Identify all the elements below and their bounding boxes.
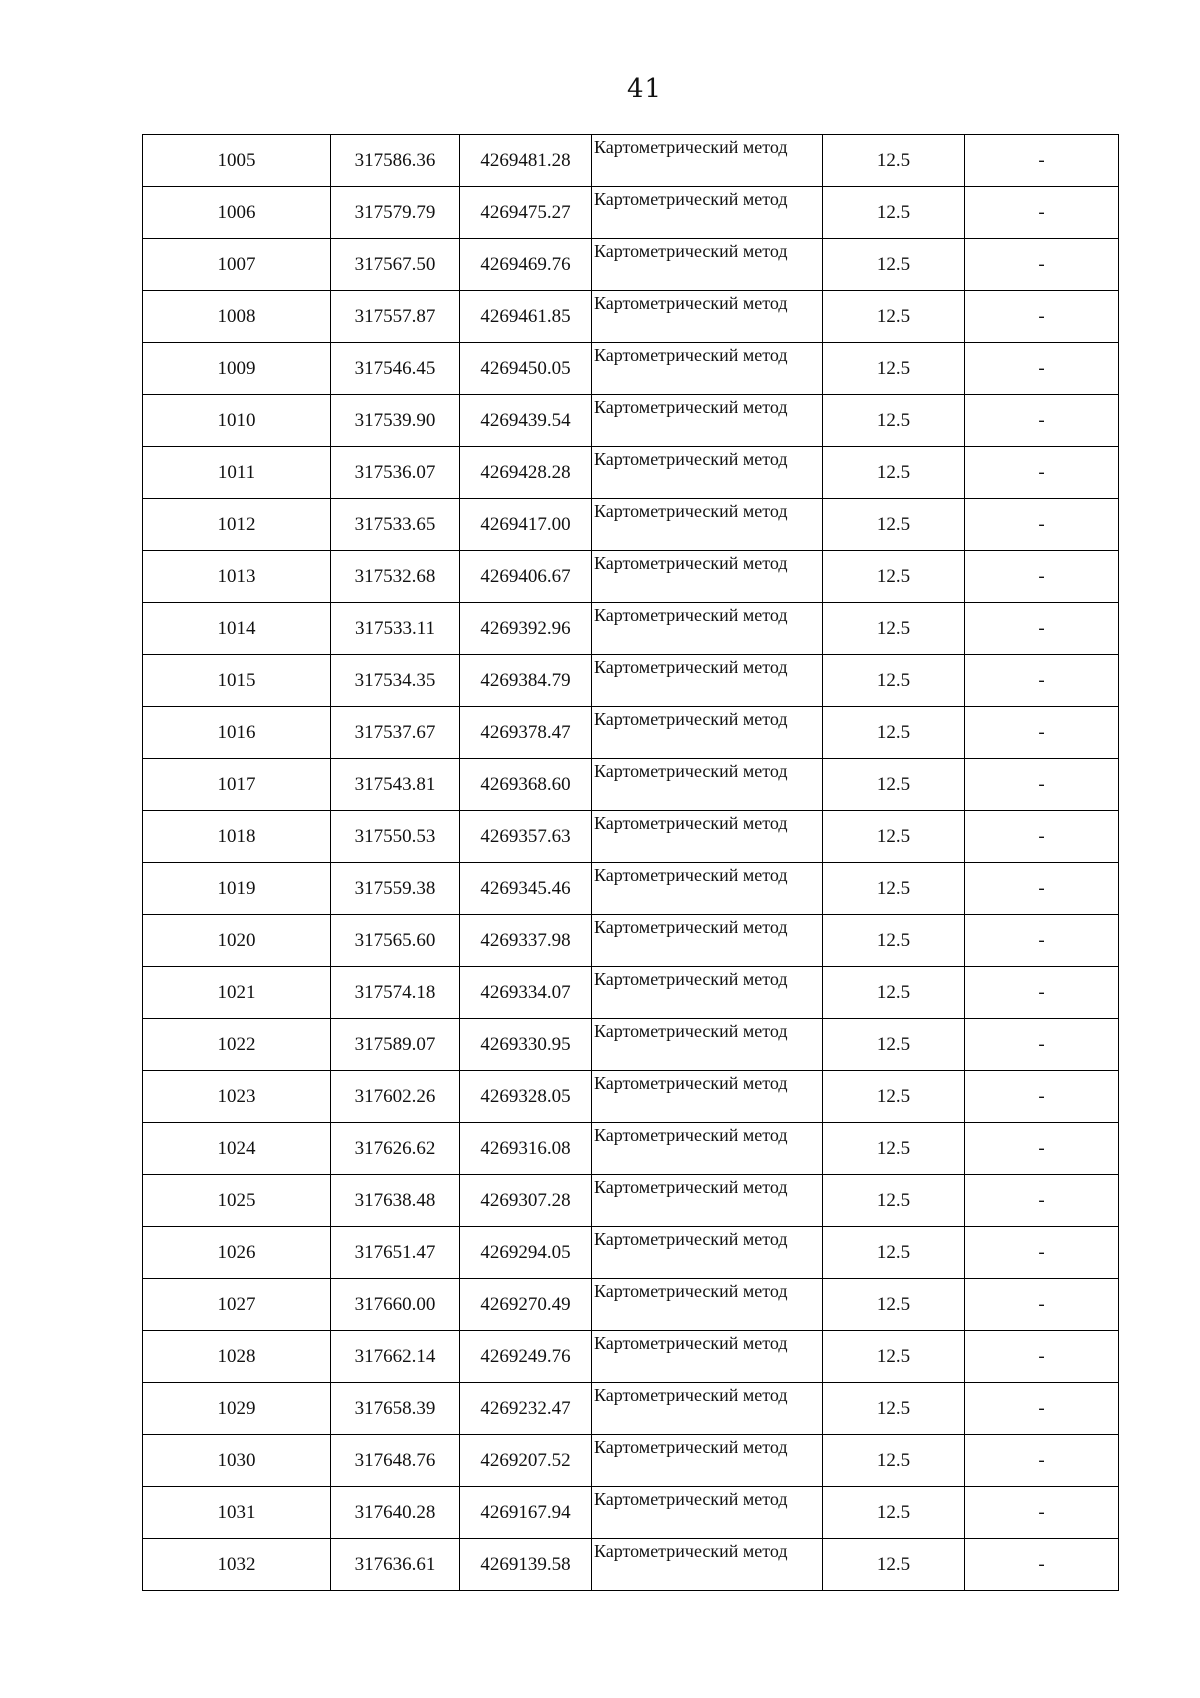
- method-cell: Картометрический метод: [592, 343, 823, 395]
- x-coordinate-cell: 317557.87: [331, 291, 460, 343]
- table-row: [143, 1019, 1119, 1071]
- table-row: [143, 1071, 1119, 1123]
- accuracy-cell: 12.5: [823, 1487, 965, 1539]
- note-cell: -: [965, 1175, 1119, 1227]
- x-coordinate-cell: 317536.07: [331, 447, 460, 499]
- point-id-cell: 1013: [143, 551, 331, 603]
- x-coordinate-cell: 317574.18: [331, 967, 460, 1019]
- accuracy-cell: 12.5: [823, 447, 965, 499]
- x-coordinate-cell: 317651.47: [331, 1227, 460, 1279]
- table-row: [143, 1279, 1119, 1331]
- table-row: [143, 1331, 1119, 1383]
- table-row: [143, 863, 1119, 915]
- method-cell: Картометрический метод: [592, 1227, 823, 1279]
- note-cell: -: [965, 603, 1119, 655]
- note-cell: -: [965, 1123, 1119, 1175]
- method-cell: Картометрический метод: [592, 967, 823, 1019]
- method-cell: Картометрический метод: [592, 1331, 823, 1383]
- table-row: [143, 551, 1119, 603]
- method-cell: Картометрический метод: [592, 551, 823, 603]
- note-cell: -: [965, 291, 1119, 343]
- method-cell: Картометрический метод: [592, 811, 823, 863]
- y-coordinate-cell: 4269316.08: [460, 1123, 592, 1175]
- method-cell: Картометрический метод: [592, 707, 823, 759]
- note-cell: -: [965, 1071, 1119, 1123]
- point-id-cell: 1006: [143, 187, 331, 239]
- y-coordinate-cell: 4269475.27: [460, 187, 592, 239]
- point-id-cell: 1015: [143, 655, 331, 707]
- table-row: [143, 1175, 1119, 1227]
- y-coordinate-cell: 4269417.00: [460, 499, 592, 551]
- accuracy-cell: 12.5: [823, 551, 965, 603]
- x-coordinate-cell: 317550.53: [331, 811, 460, 863]
- accuracy-cell: 12.5: [823, 1331, 965, 1383]
- method-cell: Картометрический метод: [592, 447, 823, 499]
- method-cell: Картометрический метод: [592, 1279, 823, 1331]
- x-coordinate-cell: 317546.45: [331, 343, 460, 395]
- method-cell: Картометрический метод: [592, 1435, 823, 1487]
- x-coordinate-cell: 317638.48: [331, 1175, 460, 1227]
- point-id-cell: 1012: [143, 499, 331, 551]
- x-coordinate-cell: 317537.67: [331, 707, 460, 759]
- note-cell: -: [965, 967, 1119, 1019]
- point-id-cell: 1019: [143, 863, 331, 915]
- point-id-cell: 1017: [143, 759, 331, 811]
- table-row: [143, 187, 1119, 239]
- accuracy-cell: 12.5: [823, 759, 965, 811]
- method-cell: Картометрический метод: [592, 603, 823, 655]
- point-id-cell: 1024: [143, 1123, 331, 1175]
- point-id-cell: 1021: [143, 967, 331, 1019]
- method-cell: Картометрический метод: [592, 863, 823, 915]
- y-coordinate-cell: 4269439.54: [460, 395, 592, 447]
- y-coordinate-cell: 4269328.05: [460, 1071, 592, 1123]
- point-id-cell: 1023: [143, 1071, 331, 1123]
- method-cell: Картометрический метод: [592, 395, 823, 447]
- method-cell: Картометрический метод: [592, 759, 823, 811]
- y-coordinate-cell: 4269428.28: [460, 447, 592, 499]
- note-cell: -: [965, 811, 1119, 863]
- point-id-cell: 1026: [143, 1227, 331, 1279]
- table-row: [143, 1487, 1119, 1539]
- point-id-cell: 1018: [143, 811, 331, 863]
- method-cell: Картометрический метод: [592, 499, 823, 551]
- note-cell: -: [965, 239, 1119, 291]
- accuracy-cell: 12.5: [823, 915, 965, 967]
- accuracy-cell: 12.5: [823, 1175, 965, 1227]
- table-row: [143, 343, 1119, 395]
- accuracy-cell: 12.5: [823, 863, 965, 915]
- table-row: [143, 499, 1119, 551]
- accuracy-cell: 12.5: [823, 811, 965, 863]
- y-coordinate-cell: 4269334.07: [460, 967, 592, 1019]
- accuracy-cell: 12.5: [823, 1383, 965, 1435]
- coordinates-table: [142, 134, 1119, 1591]
- x-coordinate-cell: 317660.00: [331, 1279, 460, 1331]
- note-cell: -: [965, 759, 1119, 811]
- method-cell: Картометрический метод: [592, 135, 823, 187]
- x-coordinate-cell: 317662.14: [331, 1331, 460, 1383]
- method-cell: Картометрический метод: [592, 1019, 823, 1071]
- point-id-cell: 1014: [143, 603, 331, 655]
- x-coordinate-cell: 317559.38: [331, 863, 460, 915]
- x-coordinate-cell: 317534.35: [331, 655, 460, 707]
- point-id-cell: 1008: [143, 291, 331, 343]
- y-coordinate-cell: 4269368.60: [460, 759, 592, 811]
- accuracy-cell: 12.5: [823, 603, 965, 655]
- note-cell: -: [965, 1487, 1119, 1539]
- y-coordinate-cell: 4269232.47: [460, 1383, 592, 1435]
- y-coordinate-cell: 4269270.49: [460, 1279, 592, 1331]
- method-cell: Картометрический метод: [592, 1175, 823, 1227]
- table-row: [143, 967, 1119, 1019]
- y-coordinate-cell: 4269384.79: [460, 655, 592, 707]
- coordinates-table-body: [143, 135, 1119, 1591]
- x-coordinate-cell: 317658.39: [331, 1383, 460, 1435]
- accuracy-cell: 12.5: [823, 187, 965, 239]
- table-row: [143, 759, 1119, 811]
- table-row: [143, 395, 1119, 447]
- x-coordinate-cell: 317648.76: [331, 1435, 460, 1487]
- method-cell: Картометрический метод: [592, 1383, 823, 1435]
- point-id-cell: 1027: [143, 1279, 331, 1331]
- accuracy-cell: 12.5: [823, 1279, 965, 1331]
- accuracy-cell: 12.5: [823, 1539, 965, 1591]
- x-coordinate-cell: 317539.90: [331, 395, 460, 447]
- note-cell: -: [965, 187, 1119, 239]
- table-row: [143, 1123, 1119, 1175]
- note-cell: -: [965, 395, 1119, 447]
- point-id-cell: 1030: [143, 1435, 331, 1487]
- point-id-cell: 1009: [143, 343, 331, 395]
- y-coordinate-cell: 4269139.58: [460, 1539, 592, 1591]
- x-coordinate-cell: 317636.61: [331, 1539, 460, 1591]
- point-id-cell: 1028: [143, 1331, 331, 1383]
- x-coordinate-cell: 317565.60: [331, 915, 460, 967]
- table-row: [143, 707, 1119, 759]
- x-coordinate-cell: 317532.68: [331, 551, 460, 603]
- table-row: [143, 239, 1119, 291]
- note-cell: -: [965, 1331, 1119, 1383]
- point-id-cell: 1016: [143, 707, 331, 759]
- point-id-cell: 1007: [143, 239, 331, 291]
- method-cell: Картометрический метод: [592, 1487, 823, 1539]
- y-coordinate-cell: 4269450.05: [460, 343, 592, 395]
- method-cell: Картометрический метод: [592, 291, 823, 343]
- accuracy-cell: 12.5: [823, 1123, 965, 1175]
- table-row: [143, 655, 1119, 707]
- note-cell: -: [965, 447, 1119, 499]
- table-row: [143, 1539, 1119, 1591]
- note-cell: -: [965, 1435, 1119, 1487]
- note-cell: -: [965, 1279, 1119, 1331]
- table-row: [143, 447, 1119, 499]
- point-id-cell: 1031: [143, 1487, 331, 1539]
- x-coordinate-cell: 317579.79: [331, 187, 460, 239]
- y-coordinate-cell: 4269345.46: [460, 863, 592, 915]
- y-coordinate-cell: 4269481.28: [460, 135, 592, 187]
- x-coordinate-cell: 317640.28: [331, 1487, 460, 1539]
- accuracy-cell: 12.5: [823, 1435, 965, 1487]
- table-row: [143, 603, 1119, 655]
- accuracy-cell: 12.5: [823, 1227, 965, 1279]
- y-coordinate-cell: 4269357.63: [460, 811, 592, 863]
- x-coordinate-cell: 317586.36: [331, 135, 460, 187]
- x-coordinate-cell: 317602.26: [331, 1071, 460, 1123]
- table-row: [143, 291, 1119, 343]
- point-id-cell: 1022: [143, 1019, 331, 1071]
- y-coordinate-cell: 4269330.95: [460, 1019, 592, 1071]
- y-coordinate-cell: 4269337.98: [460, 915, 592, 967]
- note-cell: -: [965, 343, 1119, 395]
- accuracy-cell: 12.5: [823, 499, 965, 551]
- accuracy-cell: 12.5: [823, 343, 965, 395]
- point-id-cell: 1011: [143, 447, 331, 499]
- point-id-cell: 1029: [143, 1383, 331, 1435]
- note-cell: -: [965, 707, 1119, 759]
- table-row: [143, 811, 1119, 863]
- y-coordinate-cell: 4269406.67: [460, 551, 592, 603]
- y-coordinate-cell: 4269378.47: [460, 707, 592, 759]
- note-cell: -: [965, 655, 1119, 707]
- table-row: [143, 915, 1119, 967]
- note-cell: -: [965, 1383, 1119, 1435]
- point-id-cell: 1020: [143, 915, 331, 967]
- accuracy-cell: 12.5: [823, 655, 965, 707]
- method-cell: Картометрический метод: [592, 915, 823, 967]
- note-cell: -: [965, 499, 1119, 551]
- accuracy-cell: 12.5: [823, 1071, 965, 1123]
- method-cell: Картометрический метод: [592, 1123, 823, 1175]
- note-cell: -: [965, 863, 1119, 915]
- method-cell: Картометрический метод: [592, 187, 823, 239]
- method-cell: Картометрический метод: [592, 655, 823, 707]
- note-cell: -: [965, 135, 1119, 187]
- accuracy-cell: 12.5: [823, 239, 965, 291]
- point-id-cell: 1005: [143, 135, 331, 187]
- note-cell: -: [965, 551, 1119, 603]
- point-id-cell: 1025: [143, 1175, 331, 1227]
- method-cell: Картометрический метод: [592, 1539, 823, 1591]
- x-coordinate-cell: 317543.81: [331, 759, 460, 811]
- accuracy-cell: 12.5: [823, 707, 965, 759]
- y-coordinate-cell: 4269392.96: [460, 603, 592, 655]
- table-row: [143, 1227, 1119, 1279]
- note-cell: -: [965, 1539, 1119, 1591]
- y-coordinate-cell: 4269307.28: [460, 1175, 592, 1227]
- table-row: [143, 135, 1119, 187]
- y-coordinate-cell: 4269207.52: [460, 1435, 592, 1487]
- y-coordinate-cell: 4269461.85: [460, 291, 592, 343]
- x-coordinate-cell: 317626.62: [331, 1123, 460, 1175]
- y-coordinate-cell: 4269249.76: [460, 1331, 592, 1383]
- accuracy-cell: 12.5: [823, 1019, 965, 1071]
- note-cell: -: [965, 1227, 1119, 1279]
- accuracy-cell: 12.5: [823, 135, 965, 187]
- x-coordinate-cell: 317589.07: [331, 1019, 460, 1071]
- point-id-cell: 1032: [143, 1539, 331, 1591]
- table-row: [143, 1383, 1119, 1435]
- method-cell: Картометрический метод: [592, 239, 823, 291]
- accuracy-cell: 12.5: [823, 291, 965, 343]
- y-coordinate-cell: 4269167.94: [460, 1487, 592, 1539]
- y-coordinate-cell: 4269469.76: [460, 239, 592, 291]
- page-number: 41: [626, 74, 663, 104]
- method-cell: Картометрический метод: [592, 1071, 823, 1123]
- y-coordinate-cell: 4269294.05: [460, 1227, 592, 1279]
- accuracy-cell: 12.5: [823, 967, 965, 1019]
- accuracy-cell: 12.5: [823, 395, 965, 447]
- point-id-cell: 1010: [143, 395, 331, 447]
- table-row: [143, 1435, 1119, 1487]
- x-coordinate-cell: 317567.50: [331, 239, 460, 291]
- x-coordinate-cell: 317533.65: [331, 499, 460, 551]
- note-cell: -: [965, 915, 1119, 967]
- x-coordinate-cell: 317533.11: [331, 603, 460, 655]
- note-cell: -: [965, 1019, 1119, 1071]
